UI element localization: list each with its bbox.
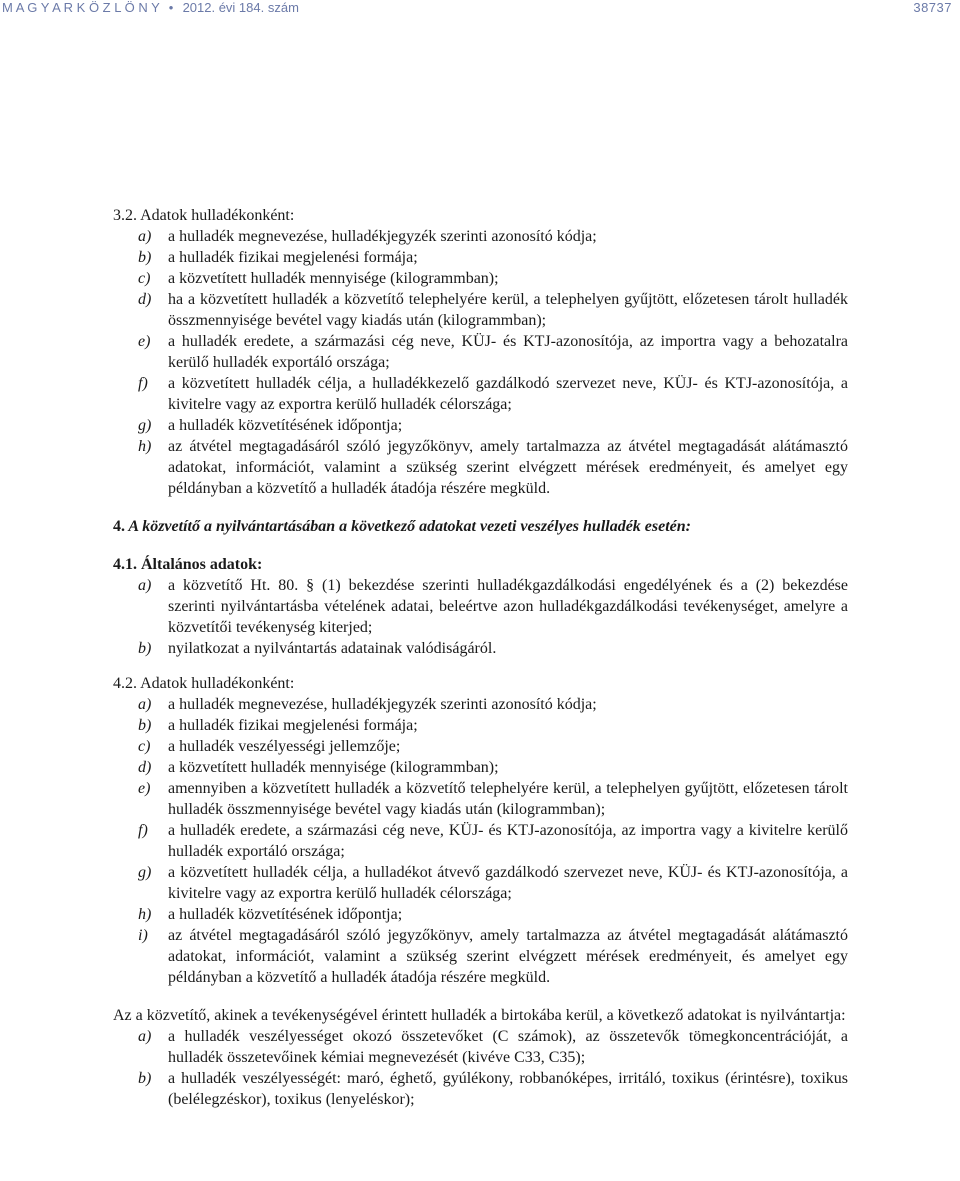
list-item [113, 289, 848, 331]
item-label: g) [138, 417, 152, 434]
list-item [113, 820, 848, 862]
publication-title: M A G Y A R K Ö Z L Ö N Y [2, 0, 160, 15]
item-text: a hulladék fizikai megjelenési formája; [168, 717, 418, 734]
item-text: a hulladék közvetítésének időpontja; [168, 417, 403, 434]
section-4-2-title: 4.2. Adatok hulladékonként: [113, 675, 295, 692]
item-label: b) [138, 717, 152, 734]
item-text: ha a közvetített hulladék a közvetítő telephelyére kerül, a telephelyen gyűjtött, előzetesen tárolt hulladék összmennyisége bevétel vagy kiadás után (kilogrammban); [168, 291, 848, 329]
section-4-1-title: 4.1. Általános adatok: [113, 556, 263, 573]
item-text: a hulladék közvetítésének időpontja; [168, 906, 403, 923]
section-4-heading [113, 516, 848, 537]
list-item [113, 736, 848, 757]
item-label: a) [138, 696, 152, 713]
list-item [113, 715, 848, 736]
section-4-title: A közvetítő a nyilvántartásában a következő adatokat vezeti veszélyes hulladék esetén: [128, 518, 692, 535]
item-label: d) [138, 291, 152, 308]
list-item [113, 226, 848, 247]
item-text: a közvetített hulladék célja, a hulladékot átvevő gazdálkodó szervezet neve, KÜJ- és KTJ-azonosítója, a kivitelre vagy az exportra kerülő hulladék célországa; [168, 864, 848, 902]
item-text: nyilatkozat a nyilvántartás adatainak valódiságáról. [168, 640, 497, 657]
item-label: f) [138, 375, 148, 392]
item-text: a közvetített hulladék célja, a hulladékkezelő gazdálkodó szervezet neve, KÜJ- és KTJ-azonosítója, a kivitelre vagy az exportra kerülő hulladék célországa; [168, 375, 848, 413]
list-item [113, 1026, 848, 1068]
list-item [113, 862, 848, 904]
closing-intro: Az a közvetítő, akinek a tevékenységével érintett hulladék a birtokába kerül, a következő adatokat is nyilvántartja: [113, 1007, 846, 1024]
header-left [2, 0, 299, 15]
item-text: a közvetített hulladék mennyisége (kilogrammban); [168, 270, 499, 287]
item-text: az átvétel megtagadásáról szóló jegyzőkönyv, amely tartalmazza az átvétel megtagadását alátámasztó adatokat, információt, valamint a szükség szerint elvégzett mérések eredményeit, és amelyet egy példányban a közvetítő a hulladék átadója részére megküld. [168, 438, 848, 497]
issue-label: 2012. évi 184. szám [182, 0, 299, 15]
item-text: a hulladék megnevezése, hulladékjegyzék szerinti azonosító kódja; [168, 696, 597, 713]
running-header [0, 0, 960, 18]
item-label: d) [138, 759, 152, 776]
item-text: a hulladék eredete, a származási cég neve, KÜJ- és KTJ-azonosítója, az importra vagy a behozatalra kerülő hulladék exportáló országa; [168, 333, 848, 371]
document-body [113, 205, 848, 1110]
bullet-icon: • [165, 0, 177, 15]
item-label: h) [138, 438, 152, 455]
item-label: a) [138, 228, 152, 245]
section-3-2-list [113, 226, 848, 499]
list-item [113, 1068, 848, 1110]
item-label: i) [138, 927, 148, 944]
section-3-2-title: 3.2. Adatok hulladékonként: [113, 207, 295, 224]
item-label: c) [138, 270, 151, 287]
item-label: e) [138, 780, 151, 797]
list-item [113, 575, 848, 638]
list-item [113, 757, 848, 778]
item-label: h) [138, 906, 152, 923]
item-label: b) [138, 1070, 152, 1087]
item-text: a hulladék veszélyességét: maró, éghető, gyúlékony, robbanóképes, irritáló, toxikus (érintésre), toxikus (belélegzéskor), toxikus (lenyeléskor); [168, 1070, 848, 1108]
item-label: f) [138, 822, 148, 839]
list-item [113, 694, 848, 715]
item-text: a hulladék veszélyességet okozó összetevőket (C számok), az összetevők tömegkoncentrációját, a hulladék összetevőinek kémiai megnevezését (kivéve C33, C35); [168, 1028, 848, 1066]
list-item [113, 436, 848, 499]
item-text: az átvétel megtagadásáról szóló jegyzőkönyv, amely tartalmazza az átvétel megtagadását alátámasztó adatokat, információt, valamint a szükség szerint elvégzett mérések eredményeit, és amelyet egy példányban a közvetítő a hulladék átadója részére megküld. [168, 927, 848, 986]
section-4-2-list [113, 694, 848, 988]
item-label: c) [138, 738, 151, 755]
list-item [113, 925, 848, 988]
list-item [113, 373, 848, 415]
item-text: a hulladék fizikai megjelenési formája; [168, 249, 418, 266]
list-item [113, 904, 848, 925]
item-text: a közvetítő Ht. 80. § (1) bekezdése szerinti hulladékgazdálkodási engedélyének és a (2) bekezdése szerinti nyilvántartásba vételének adatai, beleértve azon hulladékgazdálkodási tevékenységet, amelyre a közvetítői tevékenység kiterjed; [168, 577, 848, 636]
item-text: a közvetített hulladék mennyisége (kilogrammban); [168, 759, 499, 776]
list-item [113, 268, 848, 289]
page-number: 38737 [913, 0, 952, 15]
list-item [113, 247, 848, 268]
list-item [113, 778, 848, 820]
list-item [113, 638, 848, 659]
list-item [113, 331, 848, 373]
section-4-1-list [113, 575, 848, 659]
item-text: amennyiben a közvetített hulladék a közvetítő telephelyére kerül, a telephelyen gyűjtött, előzetesen tárolt hulladék összmennyisége bevétel vagy kiadás után (kilogrammban); [168, 780, 848, 818]
list-item [113, 415, 848, 436]
item-label: g) [138, 864, 152, 881]
item-label: b) [138, 640, 152, 657]
item-label: a) [138, 577, 152, 594]
closing-list [113, 1026, 848, 1110]
item-label: e) [138, 333, 151, 350]
item-text: a hulladék eredete, a származási cég neve, KÜJ- és KTJ-azonosítója, az importra vagy a kivitelre kerülő hulladék exportáló országa; [168, 822, 848, 860]
item-text: a hulladék veszélyességi jellemzője; [168, 738, 401, 755]
item-label: b) [138, 249, 152, 266]
item-label: a) [138, 1028, 152, 1045]
item-text: a hulladék megnevezése, hulladékjegyzék szerinti azonosító kódja; [168, 228, 597, 245]
section-4-number: 4. [113, 518, 125, 535]
